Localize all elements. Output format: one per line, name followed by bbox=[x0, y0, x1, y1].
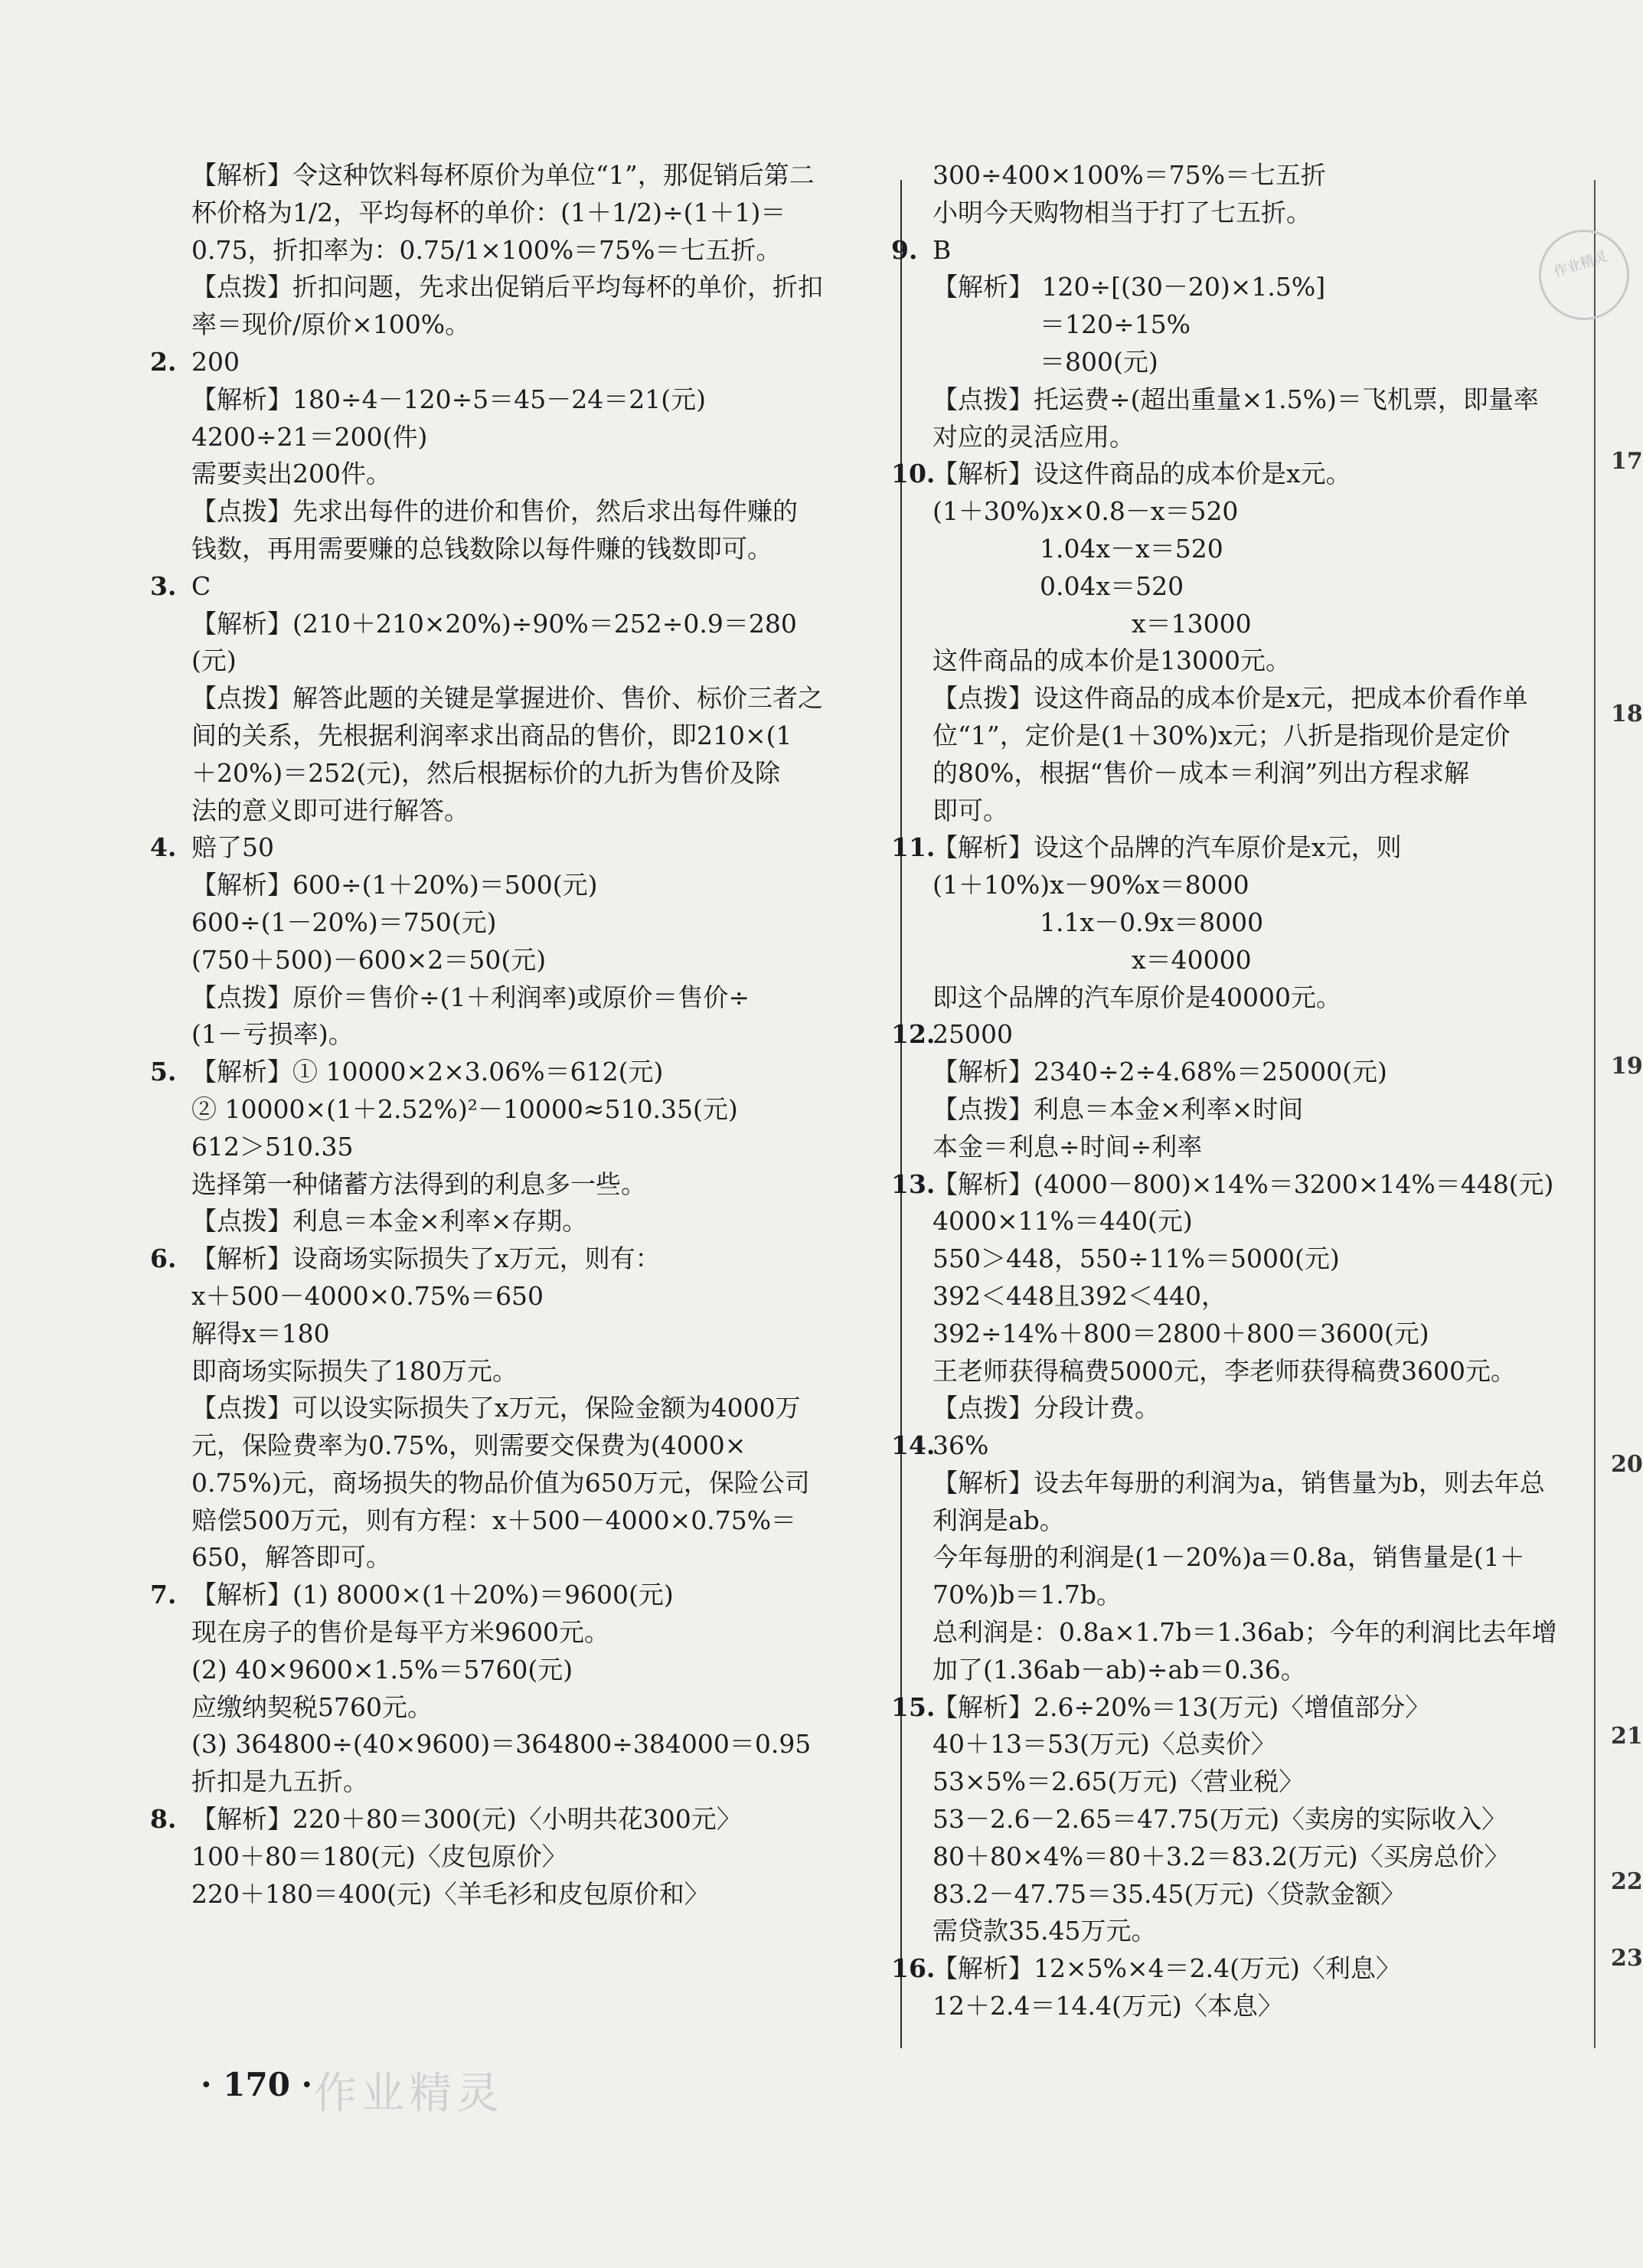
line-text: 【解析】600÷(1＋20%)＝500(元) bbox=[191, 870, 598, 900]
text-line bbox=[191, 1763, 865, 1801]
line-text: 【解析】(1) 8000×(1＋20%)＝9600(元) bbox=[191, 1580, 674, 1610]
line-text: 【解析】设这件商品的成本价是x元。 bbox=[933, 459, 1351, 489]
line-text: 【解析】① 10000×2×3.06%＝612(元) bbox=[191, 1057, 664, 1087]
text-line bbox=[191, 194, 865, 232]
text-line bbox=[191, 269, 865, 306]
line-text: 【解析】(210＋210×20%)÷90%＝252÷0.9＝280 bbox=[191, 608, 797, 639]
line-text: 53－2.6－2.65＝47.75(万元)〈卖房的实际收入〉 bbox=[933, 1804, 1507, 1835]
text-line bbox=[891, 1689, 1591, 1727]
line-text: 赔了50 bbox=[191, 832, 274, 863]
line-text: 总利润是：0.8a×1.7b＝1.36ab；今年的利润比去年增 bbox=[933, 1617, 1557, 1648]
line-text: ＝800(元) bbox=[1040, 346, 1158, 377]
text-line bbox=[191, 456, 865, 493]
text-line bbox=[933, 344, 1591, 381]
line-text: 220＋180＝400(元)〈羊毛衫和皮包原价和〉 bbox=[191, 1878, 710, 1909]
text-line bbox=[933, 792, 1591, 830]
text-line bbox=[933, 1353, 1591, 1391]
line-text: 【点拨】可以设实际损失了x万元，保险金额为4000万 bbox=[191, 1393, 801, 1423]
text-line bbox=[933, 1763, 1591, 1801]
text-line bbox=[191, 1129, 865, 1166]
line-text: 53×5%＝2.65(万元)〈营业税〉 bbox=[933, 1766, 1305, 1797]
question-number: 6. bbox=[150, 1243, 177, 1274]
line-text: 0.75%)元，商场损失的物品价值为650万元，保险公司 bbox=[191, 1467, 810, 1498]
line-text: 【解析】设商场实际损失了x万元，则有： bbox=[191, 1243, 661, 1274]
text-line bbox=[933, 568, 1591, 606]
question-number: 13. bbox=[891, 1168, 936, 1199]
line-text: 【点拨】分段计费。 bbox=[933, 1393, 1160, 1423]
text-line bbox=[191, 755, 865, 792]
left-column bbox=[150, 157, 865, 1913]
line-text: 600÷(1－20%)＝750(元) bbox=[191, 907, 497, 937]
line-text: 【解析】220＋80＝300(元)〈小明共花300元〉 bbox=[191, 1804, 742, 1835]
line-text: 即这个品牌的汽车原价是40000元。 bbox=[933, 982, 1341, 1012]
text-line bbox=[150, 1240, 865, 1278]
line-text: 392＜448且392＜440， bbox=[933, 1280, 1227, 1311]
text-line bbox=[933, 1577, 1591, 1614]
text-line bbox=[891, 829, 1591, 867]
line-text: 40＋13＝53(万元)〈总卖价〉 bbox=[933, 1729, 1276, 1760]
line-text: 200 bbox=[191, 346, 240, 377]
line-text: 今年每册的利润是(1－20%)a＝0.8a，销售量是(1＋ bbox=[933, 1542, 1525, 1573]
line-text: 小明今天购物相当于打了七五折。 bbox=[933, 197, 1311, 227]
line-text: 83.2－47.75＝35.45(万元)〈贷款金额〉 bbox=[933, 1878, 1406, 1909]
text-line bbox=[150, 829, 865, 867]
text-line bbox=[933, 717, 1591, 755]
line-text: ② 10000×(1＋2.52%)²－10000≈510.35(元) bbox=[191, 1093, 738, 1124]
margin-number: 19 bbox=[1611, 1053, 1643, 1080]
text-line bbox=[191, 232, 865, 270]
line-text: (元) bbox=[191, 645, 237, 676]
line-text: 【点拨】利息＝本金×利率×时间 bbox=[933, 1093, 1304, 1124]
text-line bbox=[933, 381, 1591, 419]
text-line bbox=[933, 157, 1591, 194]
line-text: 法的意义即可进行解答。 bbox=[191, 795, 469, 825]
line-text: 【解析】180÷4－120÷5＝45－24＝21(元) bbox=[191, 384, 706, 414]
text-line bbox=[933, 1988, 1591, 2025]
text-line bbox=[933, 1726, 1591, 1763]
text-line bbox=[191, 1726, 865, 1763]
text-line bbox=[191, 1876, 865, 1913]
line-text: x＋500－4000×0.75%＝650 bbox=[191, 1280, 544, 1311]
text-line bbox=[933, 1913, 1591, 1950]
text-line bbox=[150, 1801, 865, 1838]
line-text: 25000 bbox=[933, 1019, 1013, 1050]
text-line bbox=[191, 792, 865, 830]
text-line bbox=[191, 942, 865, 979]
text-line bbox=[191, 1652, 865, 1689]
text-line bbox=[191, 1315, 865, 1353]
text-line bbox=[933, 306, 1591, 344]
text-line bbox=[191, 1465, 865, 1502]
text-line bbox=[191, 1353, 865, 1391]
text-line bbox=[933, 979, 1591, 1017]
text-line bbox=[191, 306, 865, 344]
line-text: 【解析】设去年每册的利润为a，销售量为b，则去年总 bbox=[933, 1467, 1545, 1498]
line-text: 392÷14%＋800＝2800＋800＝3600(元) bbox=[933, 1318, 1429, 1348]
text-line bbox=[191, 1427, 865, 1465]
right-edge-divider bbox=[1594, 180, 1596, 2048]
question-number: 3. bbox=[150, 570, 177, 601]
text-line bbox=[933, 606, 1591, 643]
line-text: (3) 364800÷(40×9600)＝364800÷384000＝0.95 bbox=[191, 1729, 812, 1760]
watermark-stamp: 作业精灵 bbox=[1527, 218, 1641, 332]
text-line bbox=[191, 493, 865, 531]
right-column bbox=[891, 157, 1591, 2025]
line-text: x＝40000 bbox=[1132, 944, 1252, 975]
line-text: 0.75，折扣率为：0.75/1×100%＝75%＝七五折。 bbox=[191, 234, 782, 265]
text-line bbox=[891, 1950, 1591, 1988]
text-line bbox=[933, 1465, 1591, 1502]
line-text: C bbox=[191, 570, 211, 601]
line-text: 现在房子的售价是每平方米9600元。 bbox=[191, 1617, 609, 1648]
text-line bbox=[933, 755, 1591, 792]
line-text: 612＞510.35 bbox=[191, 1131, 354, 1162]
question-number: 15. bbox=[891, 1691, 936, 1722]
text-line bbox=[933, 1054, 1591, 1091]
text-line bbox=[191, 1278, 865, 1315]
line-text: 【解析】(4000－800)×14%＝3200×14%＝448(元) bbox=[933, 1168, 1554, 1199]
text-line bbox=[933, 680, 1591, 717]
line-text: 550＞448，550÷11%＝5000(元) bbox=[933, 1243, 1340, 1274]
text-line bbox=[191, 642, 865, 680]
line-text: 36% bbox=[933, 1430, 989, 1461]
text-line bbox=[191, 1838, 865, 1876]
text-line bbox=[933, 419, 1591, 456]
text-line bbox=[891, 1166, 1591, 1204]
line-text: 王老师获得稿费5000元，李老师获得稿费3600元。 bbox=[933, 1355, 1516, 1386]
text-line bbox=[191, 157, 865, 194]
text-line bbox=[191, 606, 865, 643]
line-text: 利润是ab。 bbox=[933, 1505, 1065, 1535]
text-line bbox=[933, 1091, 1591, 1129]
line-text: (2) 40×9600×1.5%＝5760(元) bbox=[191, 1654, 573, 1685]
line-text: 钱数，再用需要赚的总钱数除以每件赚的钱数即可。 bbox=[191, 533, 773, 564]
line-text: 【点拨】折扣问题，先求出促销后平均每杯的单价，折扣 bbox=[191, 272, 823, 302]
text-line bbox=[191, 1539, 865, 1577]
line-text: (750＋500)－600×2＝50(元) bbox=[191, 944, 547, 975]
text-line bbox=[191, 531, 865, 568]
line-text: 位“1”，定价是(1＋30%)x元；八折是指现价是定价 bbox=[933, 720, 1511, 750]
line-text: 即可。 bbox=[933, 795, 1008, 825]
line-text: 300÷400×100%＝75%＝七五折 bbox=[933, 160, 1326, 190]
line-text: 应缴纳契税5760元。 bbox=[191, 1691, 433, 1722]
line-text: 【解析】2.6÷20%＝13(万元)〈增值部分〉 bbox=[933, 1691, 1431, 1722]
text-line bbox=[933, 1539, 1591, 1577]
line-text: 需贷款35.45万元。 bbox=[933, 1916, 1157, 1946]
line-text: 【解析】令这种饮料每杯原价为单位“1”，那促销后第二 bbox=[191, 160, 815, 190]
line-text: 折扣是九五折。 bbox=[191, 1766, 368, 1797]
margin-number: 21 bbox=[1611, 1723, 1643, 1750]
text-line bbox=[933, 1278, 1591, 1315]
text-line bbox=[191, 1166, 865, 1204]
line-text: 【解析】设这个品牌的汽车原价是x元，则 bbox=[933, 832, 1402, 863]
line-text: 赔偿500万元，则有方程：x＋500－4000×0.75%＝ bbox=[191, 1505, 797, 1535]
text-line bbox=[933, 1203, 1591, 1240]
margin-number: 20 bbox=[1611, 1451, 1643, 1478]
text-line bbox=[191, 1689, 865, 1727]
text-line bbox=[933, 642, 1591, 680]
text-line bbox=[191, 1016, 865, 1054]
text-line bbox=[933, 269, 1591, 306]
line-text: 这件商品的成本价是13000元。 bbox=[933, 645, 1291, 676]
text-line bbox=[891, 456, 1591, 493]
line-text: 【点拨】利息＝本金×利率×存期。 bbox=[191, 1206, 588, 1237]
text-line bbox=[933, 1614, 1591, 1652]
question-number: 8. bbox=[150, 1804, 177, 1835]
text-line bbox=[191, 867, 865, 904]
text-line bbox=[933, 194, 1591, 232]
text-line bbox=[150, 568, 865, 606]
line-text: 【点拨】原价＝售价÷(1＋利润率)或原价＝售价÷ bbox=[191, 982, 750, 1012]
text-line bbox=[933, 1801, 1591, 1838]
line-text: 的80%，根据“售价－成本＝利润”列出方程求解 bbox=[933, 757, 1470, 788]
text-line bbox=[891, 1016, 1591, 1054]
question-number: 9. bbox=[891, 234, 918, 265]
line-text: 【解析】2340÷2÷4.68%＝25000(元) bbox=[933, 1057, 1387, 1087]
text-line bbox=[191, 1502, 865, 1540]
text-line bbox=[933, 942, 1591, 979]
text-line bbox=[933, 1129, 1591, 1166]
line-text: 【点拨】设这件商品的成本价是x元，把成本价看作单 bbox=[933, 683, 1528, 714]
text-line bbox=[933, 1876, 1591, 1913]
question-number: 12. bbox=[891, 1019, 936, 1050]
line-text: 率＝现价/原价×100%。 bbox=[191, 309, 471, 340]
line-text: 70%)b＝1.7b。 bbox=[933, 1580, 1122, 1610]
text-line bbox=[191, 904, 865, 942]
line-text: 【点拨】解答此题的关键是掌握进价、售价、标价三者之 bbox=[191, 683, 823, 714]
line-text: 【点拨】托运费÷(超出重量×1.5%)＝飞机票，即量率 bbox=[933, 384, 1539, 414]
line-text: (1＋30%)x×0.8－x＝520 bbox=[933, 496, 1239, 527]
text-line bbox=[191, 381, 865, 419]
text-line bbox=[933, 1838, 1591, 1876]
line-text: 4000×11%＝440(元) bbox=[933, 1206, 1193, 1237]
margin-number: 23 bbox=[1611, 1945, 1643, 1972]
line-text: x＝13000 bbox=[1132, 608, 1252, 639]
text-line bbox=[191, 1091, 865, 1129]
margin-number: 17 bbox=[1611, 448, 1643, 475]
text-line bbox=[933, 904, 1591, 942]
line-text: 间的关系，先根据利润率求出商品的售价，即210×(1 bbox=[191, 720, 792, 750]
margin-number: 18 bbox=[1611, 701, 1643, 727]
question-number: 14. bbox=[891, 1430, 936, 1461]
line-text: 本金＝利息÷时间÷利率 bbox=[933, 1131, 1203, 1162]
line-text: 元，保险费率为0.75%，则需要交保费为(4000× bbox=[191, 1430, 746, 1461]
watermark-text: 作业精灵 bbox=[314, 2069, 504, 2119]
text-line bbox=[150, 344, 865, 381]
text-line bbox=[191, 680, 865, 717]
line-text: ＋20%)＝252(元)，然后根据标价的九折为售价及除 bbox=[191, 757, 780, 788]
text-line bbox=[891, 232, 1591, 270]
text-line bbox=[191, 1390, 865, 1427]
line-text: 选择第一种储蓄方法得到的利息多一些。 bbox=[191, 1168, 646, 1199]
line-text: 4200÷21＝200(件) bbox=[191, 421, 428, 452]
line-text: B bbox=[933, 234, 952, 265]
text-line bbox=[191, 419, 865, 456]
text-line bbox=[191, 1614, 865, 1652]
line-text: 80＋80×4%＝80＋3.2＝83.2(万元)〈买房总价〉 bbox=[933, 1841, 1510, 1871]
question-number: 7. bbox=[150, 1580, 177, 1610]
line-text: 杯价格为1/2，平均每杯的单价：(1＋1/2)÷(1＋1)＝ bbox=[191, 197, 786, 227]
text-line bbox=[891, 1427, 1591, 1465]
line-text: 对应的灵活应用。 bbox=[933, 421, 1135, 452]
line-text: 即商场实际损失了180万元。 bbox=[191, 1355, 518, 1386]
text-line bbox=[933, 867, 1591, 904]
line-text: 需要卖出200件。 bbox=[191, 459, 391, 489]
text-line bbox=[933, 1652, 1591, 1689]
text-line bbox=[150, 1577, 865, 1614]
line-text: 650，解答即可。 bbox=[191, 1542, 391, 1573]
text-line bbox=[933, 1502, 1591, 1540]
line-text: 【解析】12×5%×4＝2.4(万元)〈利息〉 bbox=[933, 1953, 1401, 1984]
line-text: 100＋80＝180(元)〈皮包原价〉 bbox=[191, 1841, 567, 1871]
question-number: 4. bbox=[150, 832, 177, 863]
question-number: 16. bbox=[891, 1953, 936, 1984]
question-number: 11. bbox=[891, 832, 936, 863]
line-text: 1.04x－x＝520 bbox=[1040, 533, 1223, 564]
text-line bbox=[933, 1315, 1591, 1353]
text-line bbox=[933, 1240, 1591, 1278]
line-text: 1.1x－0.9x＝8000 bbox=[1040, 907, 1264, 937]
line-text: ＝120÷15% bbox=[1040, 309, 1191, 340]
line-text: 解得x＝180 bbox=[191, 1318, 330, 1348]
text-line bbox=[150, 1054, 865, 1091]
line-text: 【解析】 120÷[(30－20)×1.5%] bbox=[933, 272, 1326, 302]
line-text: 【点拨】先求出每件的进价和售价，然后求出每件赚的 bbox=[191, 496, 798, 527]
text-line bbox=[191, 1203, 865, 1240]
text-line bbox=[191, 717, 865, 755]
text-line bbox=[191, 979, 865, 1017]
line-text: (1＋10%)x－90%x＝8000 bbox=[933, 870, 1249, 900]
text-line bbox=[933, 531, 1591, 568]
question-number: 2. bbox=[150, 346, 177, 377]
margin-number: 22 bbox=[1611, 1868, 1643, 1895]
question-number: 5. bbox=[150, 1057, 177, 1087]
text-line bbox=[933, 1390, 1591, 1427]
line-text: 12＋2.4＝14.4(万元)〈本息〉 bbox=[933, 1991, 1283, 2021]
line-text: 0.04x＝520 bbox=[1040, 570, 1184, 601]
line-text: (1－亏损率)。 bbox=[191, 1019, 354, 1050]
question-number: 10. bbox=[891, 459, 936, 489]
text-line bbox=[933, 493, 1591, 531]
line-text: 加了(1.36ab－ab)÷ab＝0.36。 bbox=[933, 1654, 1306, 1685]
page-number: · 170 · bbox=[201, 2066, 313, 2103]
